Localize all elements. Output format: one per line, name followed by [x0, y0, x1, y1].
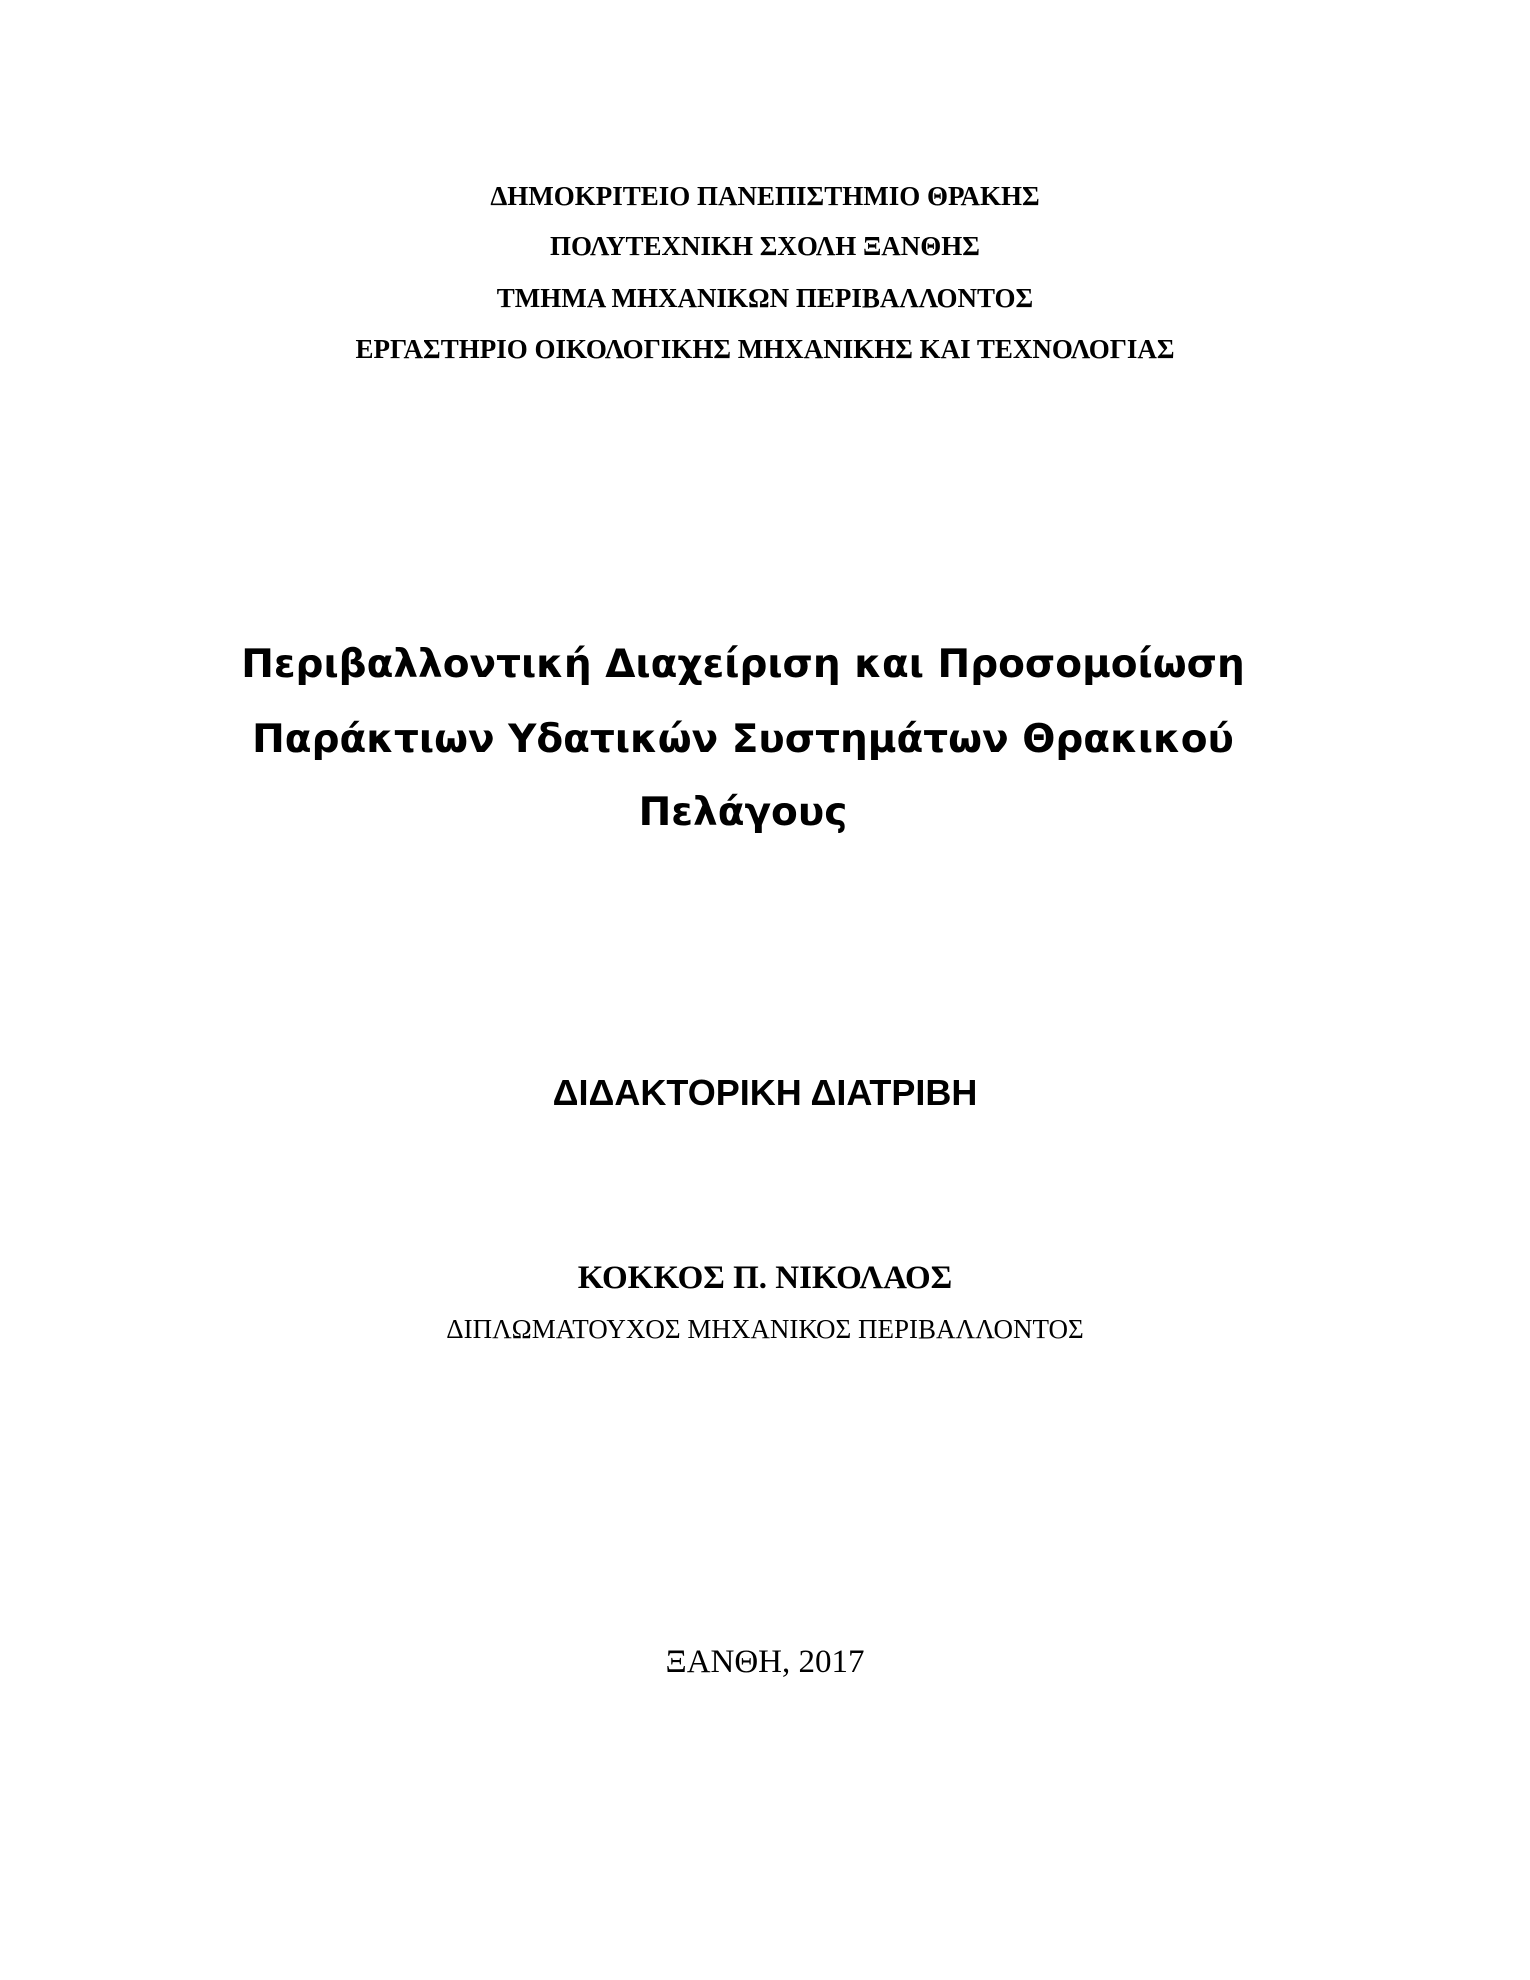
author-degree: ΔΙΠΛΩΜΑΤΟΥΧΟΣ ΜΗΧΑΝΙΚΟΣ ΠΕΡΙΒΑΛΛΟΝΤΟΣ [446, 1314, 1084, 1344]
document-type: ΔΙΔΑΚΤΟΡΙΚΗ ΔΙΑΤΡΙΒΗ [552, 1072, 978, 1113]
thesis-title-line-1: Περιβαλλοντική Διαχείριση και Προσομοίωση [241, 642, 1245, 687]
thesis-title-line-3: Πελάγους [638, 790, 848, 835]
university-name: ΔΗΜΟΚΡΙΤΕΙΟ ΠΑΝΕΠΙΣΤΗΜΙΟ ΘΡΑΚΗΣ [490, 181, 1040, 211]
author-name: ΚΟΚΚΟΣ Π. ΝΙΚΟΛΑΟΣ [577, 1260, 953, 1296]
department-name: ΤΜΗΜΑ ΜΗΧΑΝΙΚΩΝ ΠΕΡΙΒΑΛΛΟΝΤΟΣ [496, 283, 1034, 313]
laboratory-name: ΕΡΓΑΣΤΗΡΙΟ ΟΙΚΟΛΟΓΙΚΗΣ ΜΗΧΑΝΙΚΗΣ ΚΑΙ ΤΕΧΝΟΛΟΓΙΑΣ [355, 334, 1175, 364]
thesis-title-line-2: Παράκτιων Υδατικών Συστημάτων Θρακικού [252, 717, 1234, 762]
place-and-year: ΞΑΝΘΗ, 2017 [665, 1644, 865, 1680]
school-name: ΠΟΛΥΤΕΧΝΙΚΗ ΣΧΟΛΗ ΞΑΝΘΗΣ [550, 231, 980, 261]
